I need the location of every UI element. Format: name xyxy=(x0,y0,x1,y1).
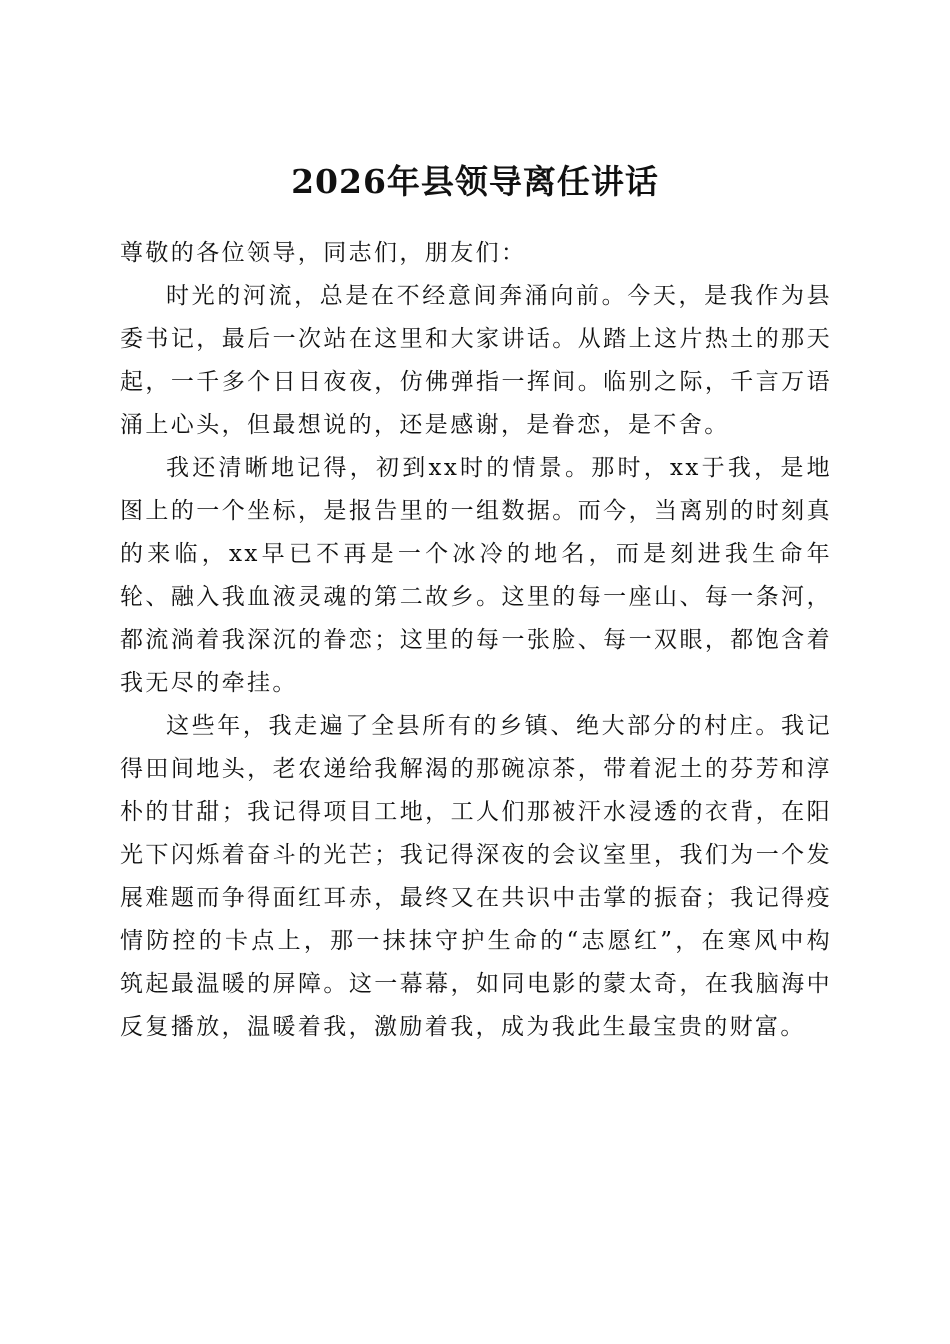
paragraph-1: 时光的河流，总是在不经意间奔涌向前。今天，是我作为县委书记，最后一次站在这里和大家讲话。从踏上这片热土的那天起，一千多个日日夜夜，仿佛弹指一挥间。临别之际，千言万语涌上心头，但最想说的，还是感谢，是眷恋，是不舍。 xyxy=(120,283,832,438)
salutation: 尊敬的各位领导，同志们，朋友们： xyxy=(120,240,527,266)
document-title: 2026年县领导离任讲话 xyxy=(291,162,659,202)
document-body xyxy=(120,232,832,1049)
paragraph-3: 这些年，我走遍了全县所有的乡镇、绝大部分的村庄。我记得田间地头，老农递给我解渴的那碗凉茶，带着泥土的芬芳和淳朴的甘甜；我记得项目工地，工人们那被汗水浸透的衣背，在阳光下闪烁着奋斗的光芒；我记得深夜的会议室里，我们为一个发展难题而争得面红耳赤，最终又在共识中击掌的振奋；我记得疫情防控的卡点上，那一抹抹守护生命的“志愿红”，在寒风中构筑起最温暖的屏障。这一幕幕，如同电影的蒙太奇，在我脑海中反复播放，温暖着我，激励着我，成为我此生最宝贵的财富。 xyxy=(120,713,832,1040)
paragraph-2: 我还清晰地记得，初到xx时的情景。那时，xx于我，是地图上的一个坐标，是报告里的一组数据。而今，当离别的时刻真的来临，xx早已不再是一个冰冷的地名，而是刻进我生命年轮、融入我血液灵魂的第二故乡。这里的每一座山、每一条河，都流淌着我深沉的眷恋；这里的每一张脸、每一双眼，都饱含着我无尽的牵挂。 xyxy=(120,455,832,696)
